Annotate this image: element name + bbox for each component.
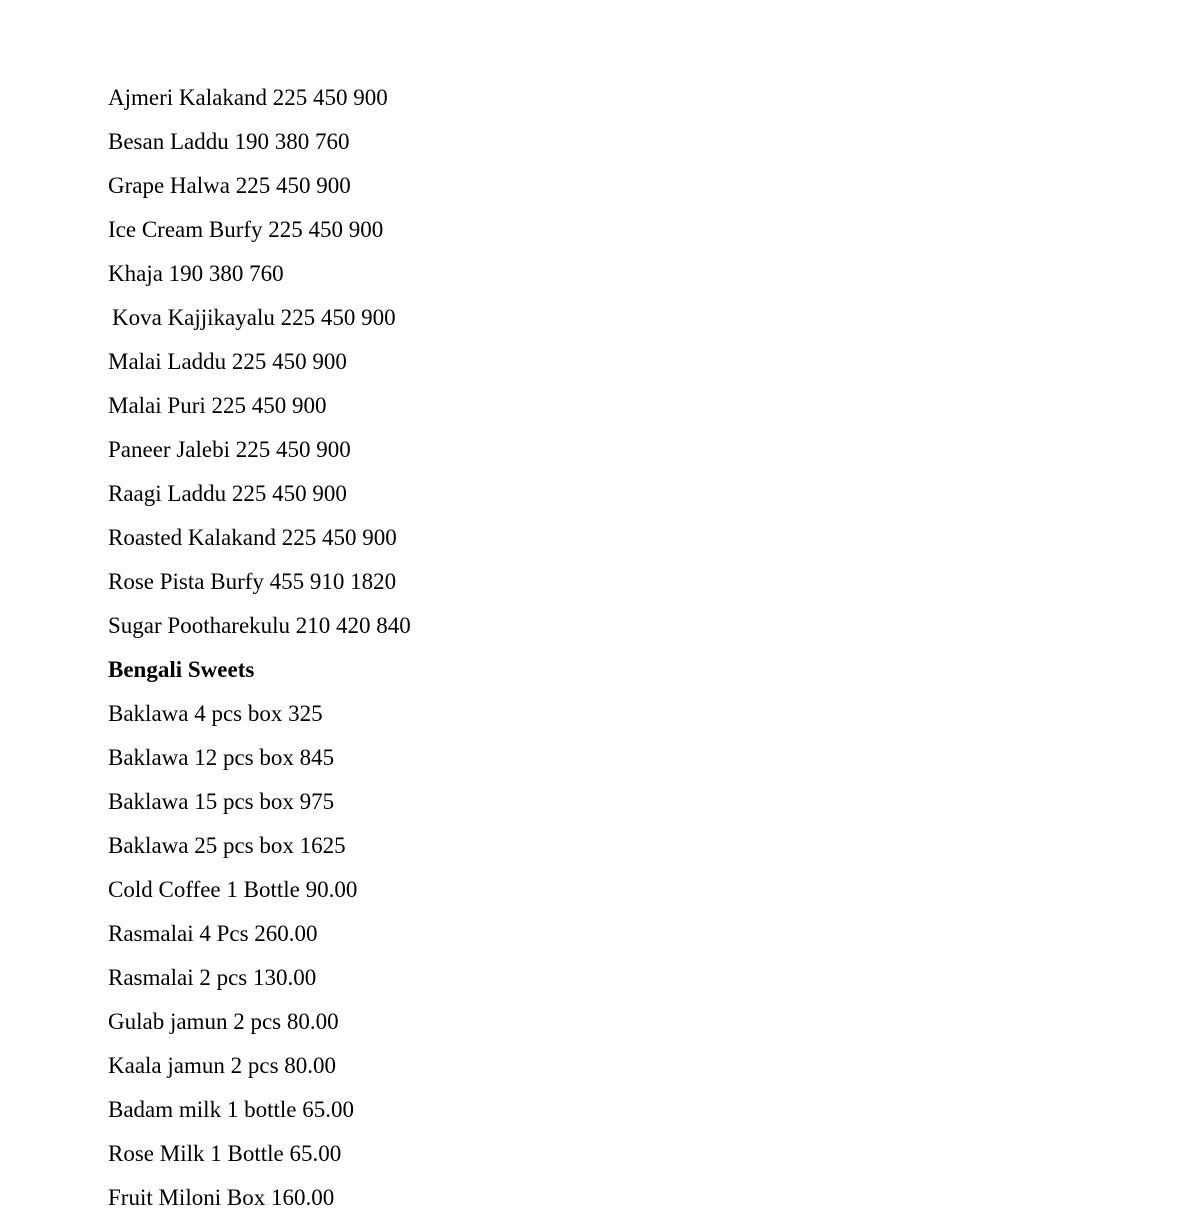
list-item: Ajmeri Kalakand 225 450 900 [108,85,388,110]
list-item: Kaala jamun 2 pcs 80.00 [108,1053,337,1078]
list-item: Paneer Jalebi 225 450 900 [108,437,351,462]
list-item: Rasmalai 2 pcs 130.00 [108,965,317,990]
list-item: Besan Laddu 190 380 760 [108,129,350,154]
list-item: Kova Kajjikayalu 225 450 900 [112,305,396,330]
price-list-document [108,82,411,1226]
list-item: Malai Laddu 225 450 900 [108,349,347,374]
list-item: Grape Halwa 225 450 900 [108,173,351,198]
list-item: Rose Pista Burfy 455 910 1820 [108,569,397,594]
list-item: Baklawa 15 pcs box 975 [108,789,335,814]
list-item: Cold Coffee 1 Bottle 90.00 [108,877,358,902]
list-item: Raagi Laddu 225 450 900 [108,481,347,506]
list-item: Rose Milk 1 Bottle 65.00 [108,1141,342,1166]
list-item: Gulab jamun 2 pcs 80.00 [108,1009,339,1034]
list-item: Sugar Pootharekulu 210 420 840 [108,613,411,638]
list-item: Roasted Kalakand 225 450 900 [108,525,397,550]
list-item: Badam milk 1 bottle 65.00 [108,1097,354,1122]
list-item: Baklawa 12 pcs box 845 [108,745,335,770]
list-item: Khaja 190 380 760 [108,261,284,286]
list-item: Baklawa 25 pcs box 1625 [108,833,346,858]
section-heading: Bengali Sweets [108,657,255,682]
list-item: Rasmalai 4 Pcs 260.00 [108,921,318,946]
list-item: Fruit Miloni Box 160.00 [108,1185,335,1210]
list-item: Malai Puri 225 450 900 [108,393,327,418]
list-item: Ice Cream Burfy 225 450 900 [108,217,384,242]
list-item: Baklawa 4 pcs box 325 [108,701,323,726]
